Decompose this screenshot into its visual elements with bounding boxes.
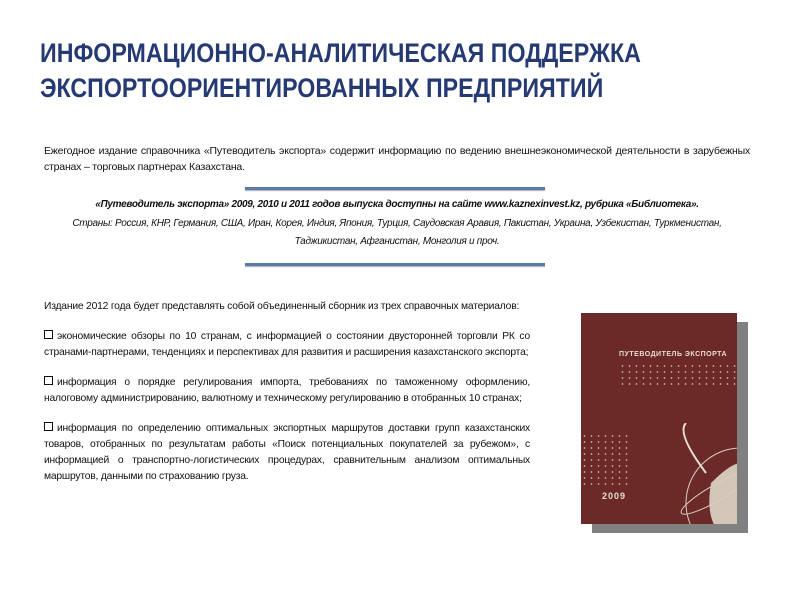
lead-text: Издание 2012 года будет представлять собой объединенный сборник из трех справочных материалов:: [44, 301, 520, 312]
divider-top: [245, 187, 545, 190]
edition-description: [44, 299, 530, 499]
checkbox-bullet-icon: [44, 422, 53, 431]
list-item: информация о порядке регулирования импорта, требованиях по таможенному оформлению, налоговому администрированию, валютному и техническому регулированию в отобранных 10 странах;: [44, 377, 530, 404]
title-line-1: ИНФОРМАЦИОННО-АНАЛИТИЧЕСКАЯ ПОДДЕРЖКА: [40, 38, 641, 68]
intro-paragraph: Ежегодное издание справочника «Путеводитель экспорта» содержит информацию по ведению внешнеэкономической деятельности в зарубежных странах – торговых партнерах Казахстана.: [44, 145, 750, 173]
page-title: [40, 36, 728, 106]
checkbox-bullet-icon: [44, 376, 53, 385]
globe-icon: [671, 423, 737, 524]
dot-pattern: [581, 433, 629, 488]
book-title: ПУТЕВОДИТЕЛЬ ЭКСПОРТА: [619, 351, 728, 358]
list-item: информация по определению оптимальных экспортных маршрутов доставки групп казахстанских товаров, отобранных по результатам работы «Поиск потенциальных покупателей за рубежом», с информацией о транспортно-логистических процедурах, сравнительным анализом оптимальных маршрутов, данными по страхованию груза.: [44, 423, 530, 482]
availability-note: «Путеводитель экспорта» 2009, 2010 и 2011 годов выпуска доступны на сайте www.kaznexinvest.kz, рубрика «Библиотека».: [95, 199, 699, 210]
dot-pattern: [619, 363, 737, 385]
divider-bottom: [245, 263, 545, 266]
book-year: 2009: [602, 491, 627, 501]
countries-list: Страны: Россия, КНР, Германия, США, Иран, Корея, Индия, Япония, Турция, Саудовская Аравия, Пакистан, Украина, Узбекистан, Туркменистан, Таджикистан, Афганистан, Монголия и проч.: [72, 218, 722, 247]
list-item: экономические обзоры по 10 странам, с информацией о состоянии двусторонней торговли РК со странами-партнерами, тенденциях и перспективах для развития и расширения казахстанского экспорта;: [44, 331, 530, 358]
title-line-2: ЭКСПОРТООРИЕНТИРОВАННЫХ ПРЕДПРИЯТИЙ: [40, 73, 604, 103]
book-cover-image: [581, 313, 737, 524]
checkbox-bullet-icon: [44, 330, 53, 339]
